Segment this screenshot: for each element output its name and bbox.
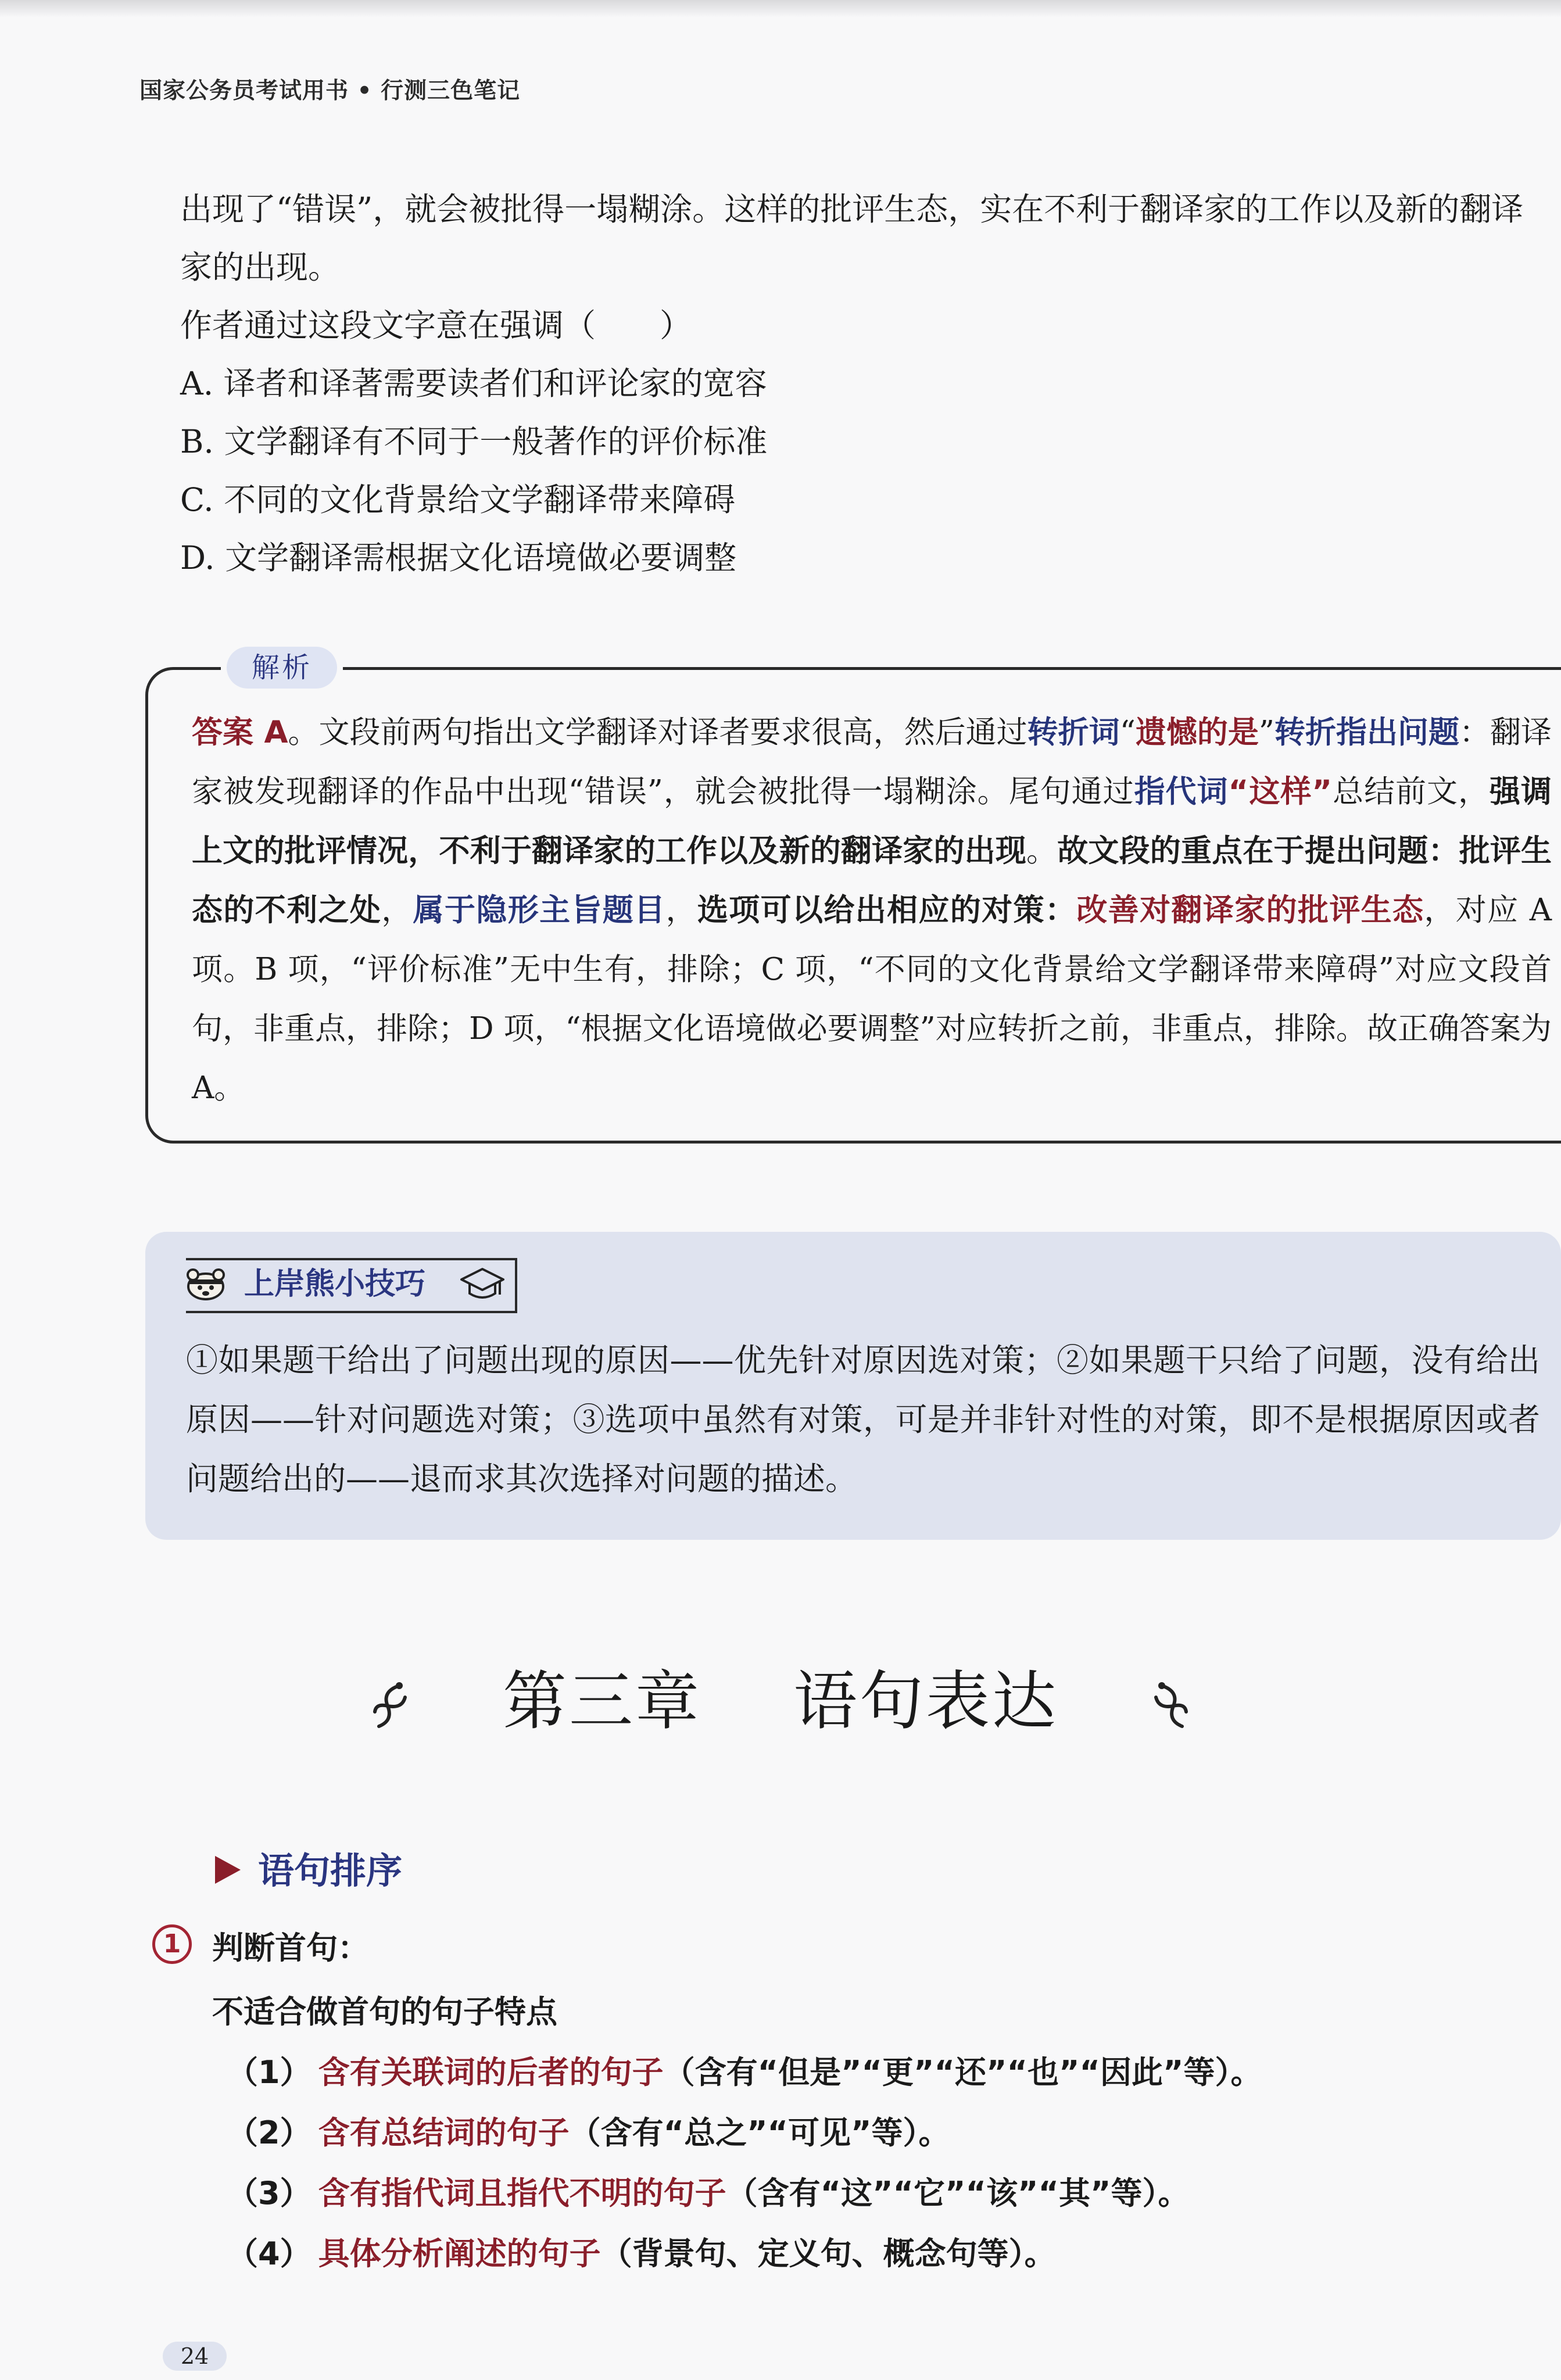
analysis-tag: 解析 [227,647,337,689]
chapter-number: 第三章 [503,1664,702,1739]
passage-line: 出现了“错误”，就会被批得一塌糊涂。这样的批评生态，实在不利于翻译家的工作以及新的翻译 [180,191,1524,228]
analysis-segment: ， [381,892,413,928]
analysis-segment: 总结前文， [1332,774,1490,809]
analysis-segment: 答案 A [192,715,288,750]
page-top-shadow [0,0,1561,17]
rules-list [227,2042,1534,2284]
question-block [180,180,1534,587]
page-number: 24 [163,2342,227,2371]
analysis-segment: 。 [1026,833,1058,869]
graduation-cap-icon [459,1266,506,1304]
chapter-title: 语句表达 [793,1664,1058,1739]
analysis-segment: 。文段前两句指出文学翻译对译者要求很高，然后通过 [288,715,1027,750]
tips-text: ①如果题干给出了问题出现的原因——优先针对原因选对策；②如果题干只给了问题，没有给出原因——针对问题选对策；③选项中虽然有对策，可是并非针对性的对策，即不是根据原因或者问题给出的——退而求其次选择对问题的描述。 [186,1342,1540,1497]
analysis-segment: 改善对翻译家的批评生态 [1076,892,1424,928]
rule-item: （2） 含有总结词的句子（含有“总之”“可见”等）。 [227,2114,950,2151]
step-title: 判断首句： [212,1930,369,1966]
section-heading-text: 语句排序 [258,1849,403,1892]
analysis-segment: 遗憾的是 [1135,715,1259,750]
tips-title: 上岸熊小技巧 [244,1267,426,1302]
option-c: C. 不同的文化背景给文学翻译带来障碍 [180,481,736,518]
option-a: A. 译者和译著需要读者们和评论家的宽容 [180,365,767,402]
ornament-right-icon [1150,1680,1191,1732]
option-d: D. 文学翻译需根据文化语境做必要调整 [180,539,737,576]
analysis-segment: “这样” [1228,774,1333,809]
chapter-heading [0,1650,1561,1742]
analysis-paragraph [192,703,1552,1118]
analysis-segment: 指代词 [1134,774,1229,809]
sub-heading: 不适合做首句的句子特点 [212,1994,557,2030]
analysis-segment: 选项可以给出相应的对策： [697,892,1077,928]
analysis-segment: ， [665,892,697,928]
section-heading [215,1842,402,1894]
analysis-segment: ，对应 A 项。B 项，“评价标准”无中生有，排除；C 项，“不同的文化背景给文学翻译带来障碍”对应文段首句，非重点，排除；D 项，“根据文化语境做必要调整”对应转折之前，非重点，排除。故正确答案为 A。 [192,892,1552,1106]
rule-item: （3） 含有指代词且指代不明的句子（含有“这”“它”“该”“其”等）。 [227,2175,1190,2211]
option-b: B. 文学翻译有不同于一般著作的评价标准 [180,423,768,460]
passage-line: 家的出现。 [180,249,341,286]
analysis-segment: 强调上文的批评情况，不利于翻译家的工作以及新的翻译家的出现 [192,774,1552,869]
rule-item: （4） 具体分析阐述的句子（背景句、定义句、概念句等）。 [227,2235,1056,2272]
analysis-segment: 故文段的重点在于提出问题：批评生态的不利之处 [192,833,1552,928]
triangle-bullet-icon [215,1856,241,1884]
analysis-segment: 转折指出问题 [1274,715,1460,750]
analysis-text [192,703,1552,1118]
analysis-segment: 转折词 [1027,715,1120,750]
analysis-segment: ” [1258,715,1274,750]
analysis-segment: ：翻译家被发现翻译的作品中出现“错误”，就会被批得一塌糊涂。尾句通过 [192,715,1552,809]
running-header: 国家公务员考试用书 • 行测三色笔记 [139,78,521,104]
bear-icon [185,1267,227,1302]
analysis-segment: 属于隐形主旨题目 [413,892,666,928]
rule-item: （1） 含有关联词的后者的句子（含有“但是”“更”“还”“也”“因此”等）。 [227,2054,1262,2091]
ornament-left-icon [370,1680,411,1732]
question-stem: 作者通过这段文字意在强调（ ） [180,307,692,344]
step-number-badge: 1 [152,1924,192,1964]
analysis-segment: “ [1119,715,1136,750]
